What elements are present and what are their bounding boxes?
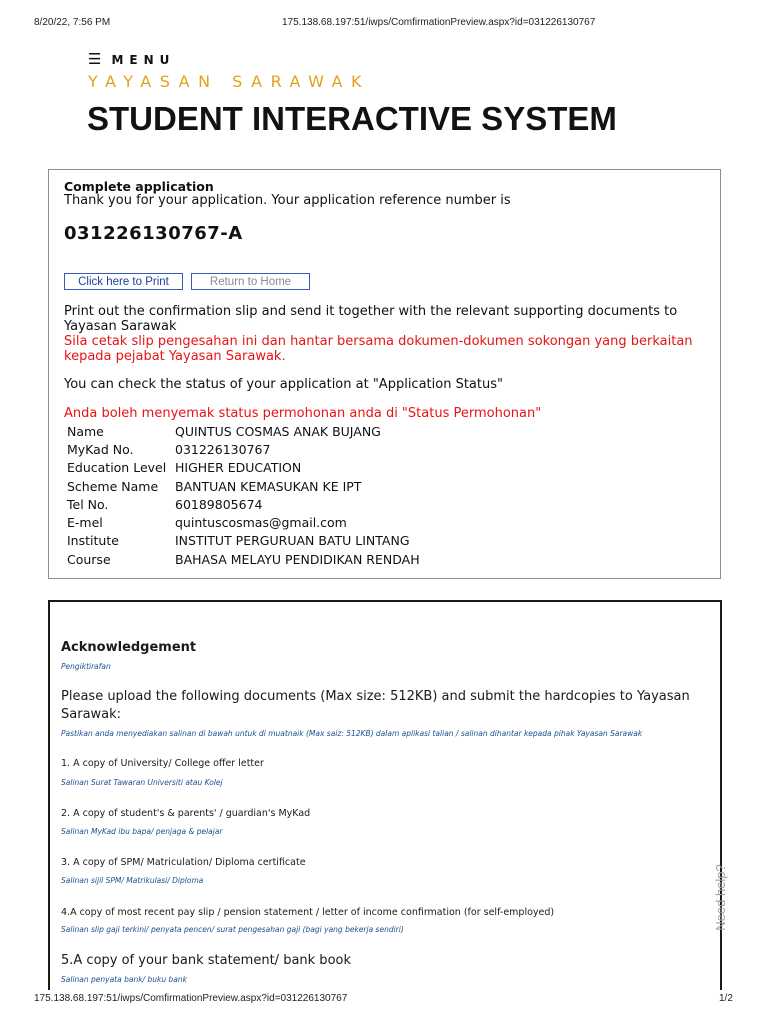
instruction-ms: Sila cetak slip pengesahan ini dan hantar bersama dokumen-dokumen sokongan yang berkaitan kepada pejabat Yayasan Sarawak. (64, 334, 693, 364)
detail-value: HIGHER EDUCATION (175, 460, 302, 476)
detail-label: Tel No. (67, 496, 109, 512)
detail-value: quintuscosmas@gmail.com (175, 515, 347, 531)
detail-value: QUINTUS COSMAS ANAK BUJANG (175, 423, 381, 439)
detail-row (67, 459, 420, 477)
document-item: 3. A copy of SPM/ Matriculation/ Diploma certificate (61, 857, 306, 868)
acknowledgement-title-ms: Pengiktirafan (61, 662, 111, 671)
upload-instruction-ms: Pastikan anda menyediakan salinan di bawah untuk di muatnaik (Max saiz: 512KB) dalam aplikasi talian / salinan dihantar kepada pihak Yayasan Sarawak (61, 729, 643, 738)
detail-row (67, 513, 420, 531)
print-button[interactable]: Click here to Print (64, 273, 183, 290)
detail-label: Scheme Name (67, 478, 159, 494)
document-item: 2. A copy of student's & parents' / guardian's MyKad (61, 808, 311, 819)
need-help-tab[interactable] (709, 860, 739, 938)
detail-value: INSTITUT PERGURUAN BATU LINTANG (175, 533, 410, 549)
need-help-label: Need help? (712, 864, 728, 931)
menu-button[interactable] (88, 50, 175, 68)
return-home-button[interactable]: Return to Home (191, 273, 310, 290)
detail-row (67, 422, 420, 440)
status-text-en: You can check the status of your application at "Application Status" (64, 377, 503, 392)
acknowledgement-panel (48, 600, 722, 990)
instructions (64, 304, 704, 364)
print-datetime: 8/20/22, 7:56 PM (34, 17, 111, 28)
document-item: 4.A copy of most recent pay slip / pension statement / letter of income confirmation (for self-employed) (61, 907, 555, 918)
detail-row (67, 495, 420, 513)
document-item: 1. A copy of University/ College offer letter (61, 758, 264, 769)
print-url: 175.138.68.197:51/iwps/ComfirmationPreview.aspx?id=031226130767 (282, 17, 596, 28)
page-title: STUDENT INTERACTIVE SYSTEM (87, 100, 617, 137)
detail-label: Name (67, 423, 104, 439)
document-item: 5.A copy of your bank statement/ bank book (61, 953, 351, 968)
hamburger-icon: ☰ (88, 50, 102, 68)
detail-value: 031226130767 (175, 441, 271, 457)
footer-url: 175.138.68.197:51/iwps/ComfirmationPreview.aspx?id=031226130767 (34, 993, 348, 1004)
detail-label: Institute (67, 533, 119, 549)
detail-value: BANTUAN KEMASUKAN KE IPT (175, 478, 362, 494)
detail-value: BAHASA MELAYU PENDIDIKAN RENDAH (175, 551, 420, 567)
document-item-ms: Salinan MyKad ibu bapa/ penjaga & pelajar (61, 827, 223, 836)
acknowledgement-title: Acknowledgement (61, 640, 197, 655)
detail-label: Course (67, 551, 111, 567)
document-item-ms: Salinan Surat Tawaran Universiti atau Kolej (61, 778, 223, 787)
instruction-en: Print out the confirmation slip and send it together with the relevant supporting documents to Yayasan Sarawak (64, 304, 678, 334)
upload-instruction: Please upload the following documents (Max size: 512KB) and submit the hardcopies to Yayasan Sarawak: (61, 689, 690, 722)
thanks-text: Thank you for your application. Your application reference number is (64, 193, 511, 208)
detail-label: E-mel (67, 515, 103, 531)
document-item-ms: Salinan penyata bank/ buku bank (61, 975, 187, 984)
detail-label: Education Level (67, 460, 167, 476)
detail-value: 60189805674 (175, 496, 263, 512)
confirmation-heading: Complete application (64, 179, 214, 194)
reference-number: 031226130767-A (64, 223, 243, 244)
status-text-ms: Anda boleh menyemak status permohonan anda di "Status Permohonan" (64, 406, 542, 421)
brand-name: YAYASAN SARAWAK (88, 72, 370, 91)
applicant-details (67, 422, 420, 568)
detail-label: MyKad No. (67, 441, 134, 457)
detail-row (67, 477, 420, 495)
page-number: 1/2 (719, 993, 733, 1004)
document-item-ms: Salinan slip gaji terkini/ penyata pencen/ surat pengesahan gaji (bagi yang bekerja sendiri) (61, 925, 404, 934)
detail-row (67, 532, 420, 550)
menu-label: MENU (111, 53, 176, 67)
detail-row (67, 550, 420, 568)
detail-row (67, 440, 420, 458)
document-item-ms: Salinan sijil SPM/ Matrikulasi/ Diploma (61, 876, 204, 885)
confirmation-panel (48, 169, 721, 579)
